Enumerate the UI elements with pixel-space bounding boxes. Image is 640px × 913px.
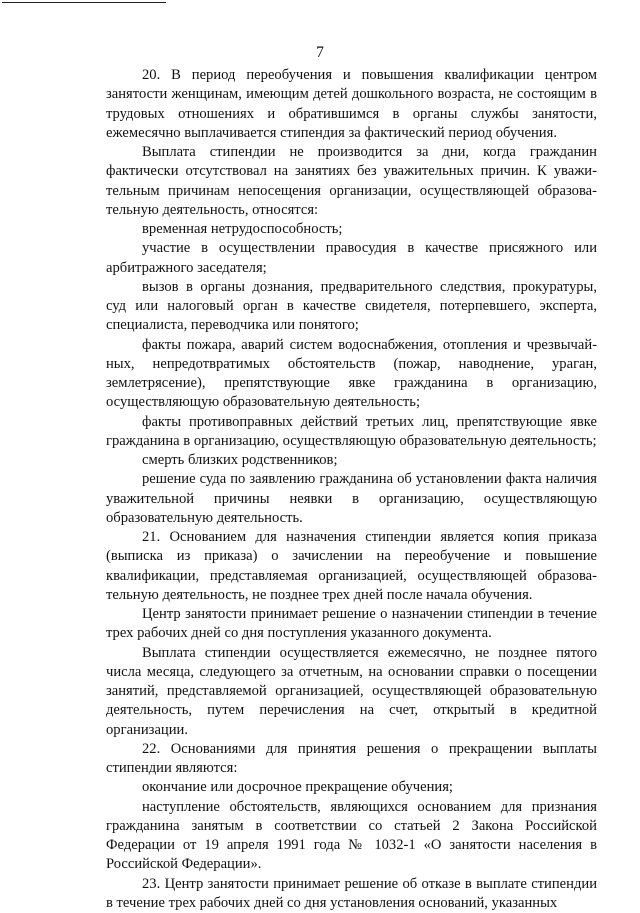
list-item: участие в осуществлении правосудия в качестве присяжного или арбитражного заседателя; <box>106 239 597 278</box>
list-item: вызов в органы дознания, предварительного следствия, прокуратуры, суд или налоговый орган в качестве свидетеля, потерпевшего, эксперта, специалиста, переводчика или понятого; <box>106 278 597 336</box>
list-item: смерть близких родственников; <box>106 451 597 470</box>
list-item: окончание или досрочное прекращение обучения; <box>106 778 597 797</box>
list-item: наступление обстоятельств, являющихся основанием для признания гражданина занятым в соответствии со статьей 2 Закона Российской Федерации от 19 апреля 1991 года № 1032-1 «О занятости населения в Российской Федерации». <box>106 798 597 875</box>
list-item: факты противоправных действий третьих лиц, препятствующие явке гражданина в организацию, осуществляющую образовательную деятельность; <box>106 413 597 452</box>
page-number: 7 <box>0 44 640 62</box>
paragraph-21: 21. Основанием для назначения стипендии является копия приказа (выписка из приказа) о зачислении на переобучение и повышение квалификации, представляемая организацией, осуществляющей образовательную деятельность, не позднее трех дней после начала обучения. <box>106 528 597 605</box>
paragraph-22: 22. Основаниями для принятия решения о прекращении выплаты стипендии являются: <box>106 740 597 779</box>
paragraph-stipend-absence: Выплата стипендии не производится за дни, когда гражданин фактически отсутствовал на занятиях без уважительных причин. К уважительным причинам непосещения организации, осуществляющей образовательную деятельность, относятся: <box>106 143 597 220</box>
document-body <box>106 66 597 913</box>
paragraph-decision: Центр занятости принимает решение о назначении стипендии в течение трех рабочих дней со дня поступления указанного документа. <box>106 605 597 644</box>
top-rule <box>2 2 166 3</box>
paragraph-23: 23. Центр занятости принимает решение об отказе в выплате стипендии в течение трех рабочих дней со дня установления оснований, указанных <box>106 875 597 913</box>
paragraph-payment: Выплата стипендии осуществляется ежемесячно, не позднее пятого числа месяца, следующего за отчетным, на основании справки о посещении занятий, представляемой организацией, осуществляющей образовательную деятельность, путем перечисления на счет, открытый в кредитной организации. <box>106 644 597 740</box>
list-item: решение суда по заявлению гражданина об установлении факта наличия уважительной причины неявки в организацию, осуществляющую образовательную деятельность. <box>106 470 597 528</box>
list-item: временная нетрудоспособность; <box>106 220 597 239</box>
paragraph-20: 20. В период переобучения и повышения квалификации центром занятости женщинам, имеющим детей дошкольного возраста, не состоящим в трудовых отношениях и обратившимся в органы службы занятости, ежемесячно выплачивается стипендия за фактический период обучения. <box>106 66 597 143</box>
list-item: факты пожара, аварий систем водоснабжения, отопления и чрезвычайных, непредотвратимых обстоятельств (пожар, наводнение, ураган, землетрясение), препятствующие явке гражданина в организацию, осуществляющую образовательную деятельность; <box>106 336 597 413</box>
